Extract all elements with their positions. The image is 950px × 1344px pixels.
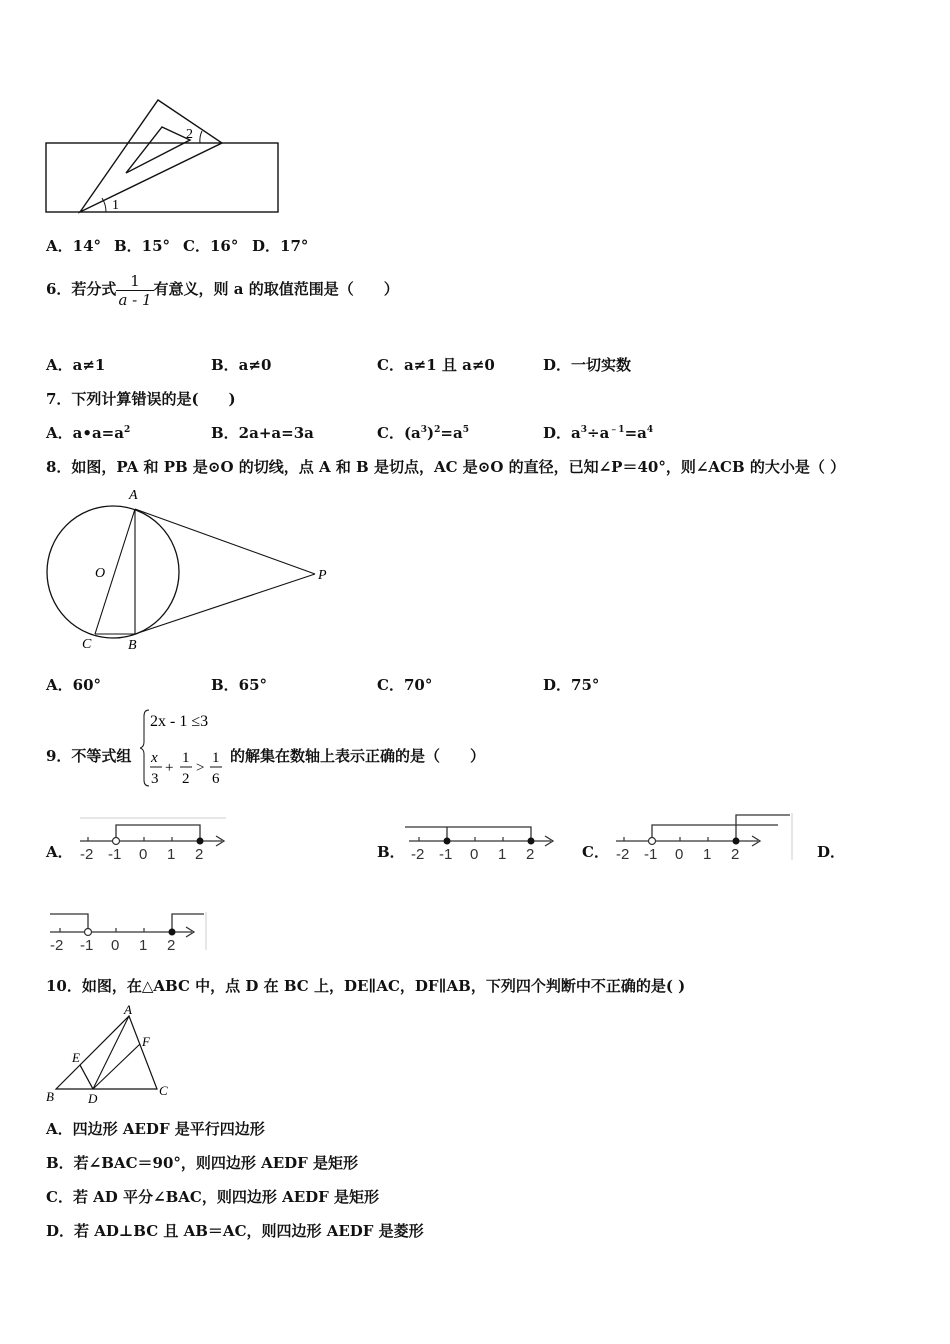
q9-prefix: 9．不等式组 [46, 747, 132, 765]
solution-bracket-left [652, 825, 778, 841]
system-brace [140, 710, 149, 786]
circle-o [47, 506, 179, 638]
tick-neg2: -2 [616, 846, 630, 863]
tick-neg2: -2 [50, 937, 64, 954]
tick-1: 1 [167, 846, 176, 863]
segment-ed-ac-parallel [80, 1065, 93, 1089]
point-p-label: P [318, 568, 327, 583]
q10-figure [40, 1002, 180, 1107]
q10-stem: 10．如图，在△ABC 中，点 D 在 BC 上，DE∥AC，DF∥AB，下列四个判断中不正确的是( ) [46, 977, 686, 995]
point-c-label: C [159, 1083, 168, 1098]
angle-1-label: 1 [112, 198, 119, 213]
angle-2-arc [200, 131, 202, 143]
q8-option-d: D．75° [543, 676, 600, 694]
q5-option-b: B．15° [114, 237, 171, 255]
tick-1: 1 [498, 846, 507, 863]
q9-option-b-label: B． [377, 843, 405, 861]
point-a-label: A [124, 1002, 132, 1017]
q9-option-a-label: A． [46, 843, 73, 861]
q6-option-d: D．一切实数 [543, 356, 632, 374]
ineq1: 2x - 1 ≤3 [150, 713, 209, 730]
q6-option-b: B．a≠0 [211, 356, 272, 374]
tick-1: 1 [139, 937, 148, 954]
ruler [46, 143, 278, 212]
q6-frac-num: 1 [130, 271, 140, 290]
q8-option-c: C．70° [377, 676, 433, 694]
ineq2-gt: > [196, 760, 205, 776]
set-square-outer [80, 100, 222, 212]
point-c-label: C [82, 637, 92, 652]
open-dot-neg1 [85, 929, 92, 936]
tick-neg1: -1 [108, 846, 122, 863]
tick-neg2: -2 [411, 846, 425, 863]
point-b-label: B [46, 1089, 54, 1104]
ineq2-r6: 6 [212, 771, 220, 787]
ineq2-r1: 1 [212, 750, 220, 766]
tick-1: 1 [703, 846, 712, 863]
q7-option-a: A．$a•a=a^2$ [46, 424, 131, 442]
point-o-label: O [95, 566, 106, 581]
q6-suffix: 有意义，则 a 的取值范围是（ ） [153, 280, 399, 298]
solution-bracket [447, 827, 531, 841]
closed-dot-2 [197, 838, 204, 845]
q9-option-d-numberline [48, 908, 213, 958]
set-square-inner [126, 127, 190, 173]
q9-suffix: 的解集在数轴上表示正确的是（ ） [230, 747, 486, 765]
ineq2-x: x [151, 750, 158, 766]
q9-option-c-label: C． [582, 843, 609, 861]
ineq2-1: 1 [182, 750, 190, 766]
q8-stem: 8．如图，PA 和 PB 是⊙O 的切线，点 A 和 B 是切点，AC 是⊙O 的直径，已知∠P＝40°，则∠ACB 的大小是（ ） [46, 458, 846, 476]
q9-option-a-numberline [76, 815, 231, 865]
q9-option-c-numberline [612, 810, 797, 865]
point-a-label: A [129, 488, 138, 503]
point-d-label: D [88, 1091, 98, 1106]
q8-option-b: B．65° [211, 676, 268, 694]
q8-option-a: A．60° [46, 676, 102, 694]
tick-0: 0 [139, 846, 148, 863]
point-f-label: F [142, 1034, 150, 1049]
tick-neg1: -1 [644, 846, 658, 863]
q9-option-b-numberline [405, 815, 560, 865]
q6-fraction [116, 272, 153, 309]
q7-stem: 7．下列计算错误的是( ) [46, 390, 236, 408]
q6-option-a: A．a≠1 [46, 356, 106, 374]
tick-2: 2 [731, 846, 740, 863]
tick-neg1: -1 [80, 937, 94, 954]
tick-2: 2 [526, 846, 535, 863]
ineq2-plus: + [165, 760, 174, 776]
q7-option-d: D．$a^3\div a^{﹣1}=a^4$ [543, 424, 654, 442]
closed-dot-2 [169, 929, 176, 936]
q6-stem [46, 271, 399, 309]
q5-option-c: C．16° [183, 237, 239, 255]
tick-2: 2 [195, 846, 204, 863]
open-dot-neg1 [649, 838, 656, 845]
q5-figure [40, 95, 285, 220]
point-b-label: B [128, 638, 137, 653]
solution-bracket-right [736, 815, 790, 841]
tick-neg1: -1 [439, 846, 453, 863]
solution-ray-left [50, 914, 88, 932]
tangent-pa [135, 509, 315, 574]
angle-2-label: 2 [186, 127, 193, 142]
q5-option-d: D．17° [252, 237, 309, 255]
closed-dot-2 [528, 838, 535, 845]
solution-bracket [116, 825, 200, 841]
q5-option-a: A．14° [46, 237, 102, 255]
q6-prefix: 6．若分式 [46, 280, 117, 298]
tick-0: 0 [470, 846, 479, 863]
q6-option-c: C．a≠1 且 a≠0 [377, 356, 495, 374]
ineq2-2: 2 [182, 771, 190, 787]
point-e-label: E [72, 1050, 80, 1065]
q10-option-c: C．若 AD 平分∠BAC，则四边形 AEDF 是矩形 [46, 1188, 380, 1206]
q9-inequality-system [140, 706, 230, 790]
tick-0: 0 [111, 937, 120, 954]
tangent-pb [135, 574, 315, 634]
q10-option-a: A．四边形 AEDF 是平行四边形 [46, 1120, 265, 1138]
closed-dot-neg1 [444, 838, 451, 845]
tick-2: 2 [167, 937, 176, 954]
segment-df [93, 1044, 140, 1089]
q6-frac-den: a - 1 [118, 290, 152, 309]
ineq2-3: 3 [151, 771, 159, 787]
solution-ray-right [172, 914, 204, 932]
q7-option-b: B．2a+a=3a [211, 424, 314, 442]
tick-neg2: -2 [80, 846, 94, 863]
open-dot-neg1 [113, 838, 120, 845]
q7-option-c: C．$(a^3)^2=a^5$ [377, 424, 469, 442]
q8-figure [40, 482, 340, 657]
segment-ad [93, 1016, 129, 1089]
q9-option-d-label: D． [817, 843, 846, 861]
closed-dot-2 [733, 838, 740, 845]
tick-0: 0 [675, 846, 684, 863]
q10-option-b: B．若∠BAC＝90°，则四边形 AEDF 是矩形 [46, 1154, 359, 1172]
q10-option-d: D．若 AD⊥BC 且 AB＝AC，则四边形 AEDF 是菱形 [46, 1222, 424, 1240]
